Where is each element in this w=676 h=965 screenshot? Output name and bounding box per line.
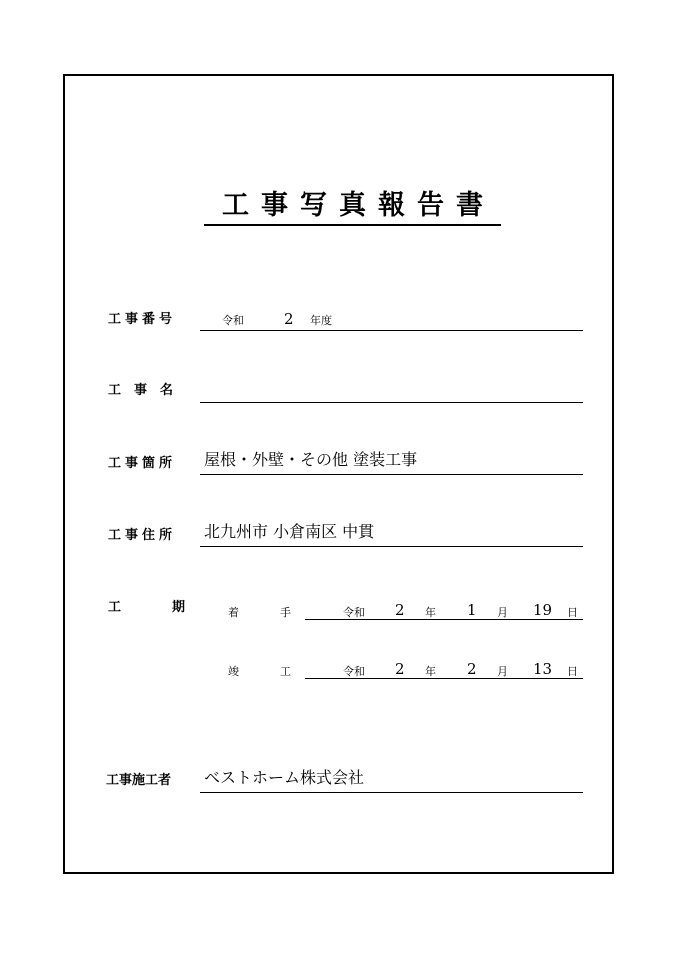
- end-year: 2: [395, 660, 405, 678]
- end-day-unit: 日: [567, 665, 578, 678]
- period-label-char-2: 期: [172, 600, 186, 615]
- end-year-unit: 年: [425, 665, 436, 678]
- construction-number-era: 令和: [222, 314, 244, 327]
- start-era: 令和: [343, 606, 365, 619]
- start-month-unit: 月: [497, 606, 508, 619]
- construction-number-suffix: 年度: [310, 314, 332, 327]
- end-month: 2: [467, 660, 477, 678]
- start-month: 1: [467, 601, 477, 619]
- start-year-unit: 年: [425, 606, 436, 619]
- construction-location-label: 工事箇所: [108, 456, 177, 471]
- end-label-char-2: 工: [280, 665, 291, 678]
- start-day: 19: [533, 601, 553, 619]
- construction-name-line: [200, 402, 583, 403]
- end-era: 令和: [343, 665, 365, 678]
- construction-address-line: [200, 546, 583, 547]
- construction-location-value: 屋根・外壁・その他 塗装工事: [204, 450, 418, 469]
- construction-address-value: 北九州市 小倉南区 中貫: [204, 522, 375, 541]
- construction-number-label: 工事番号: [108, 312, 177, 327]
- start-label-char-2: 手: [280, 606, 291, 619]
- construction-name-label: 工 事 名: [108, 383, 174, 398]
- construction-location-line: [200, 474, 583, 475]
- end-day: 13: [533, 660, 553, 678]
- contractor-value: ベストホーム株式会社: [204, 768, 365, 787]
- period-label-char-1: 工: [108, 600, 122, 615]
- end-month-unit: 月: [497, 665, 508, 678]
- start-day-unit: 日: [567, 606, 578, 619]
- construction-number-line: [200, 330, 583, 331]
- end-label-char-1: 竣: [228, 665, 239, 678]
- document-title: 工事写真報告書: [204, 188, 501, 226]
- construction-address-label: 工事住所: [108, 528, 177, 543]
- start-year: 2: [395, 601, 405, 619]
- contractor-label: 工事施工者: [106, 773, 172, 788]
- contractor-line: [200, 792, 583, 793]
- construction-number-year: 2: [284, 310, 294, 328]
- start-label-char-1: 着: [228, 606, 239, 619]
